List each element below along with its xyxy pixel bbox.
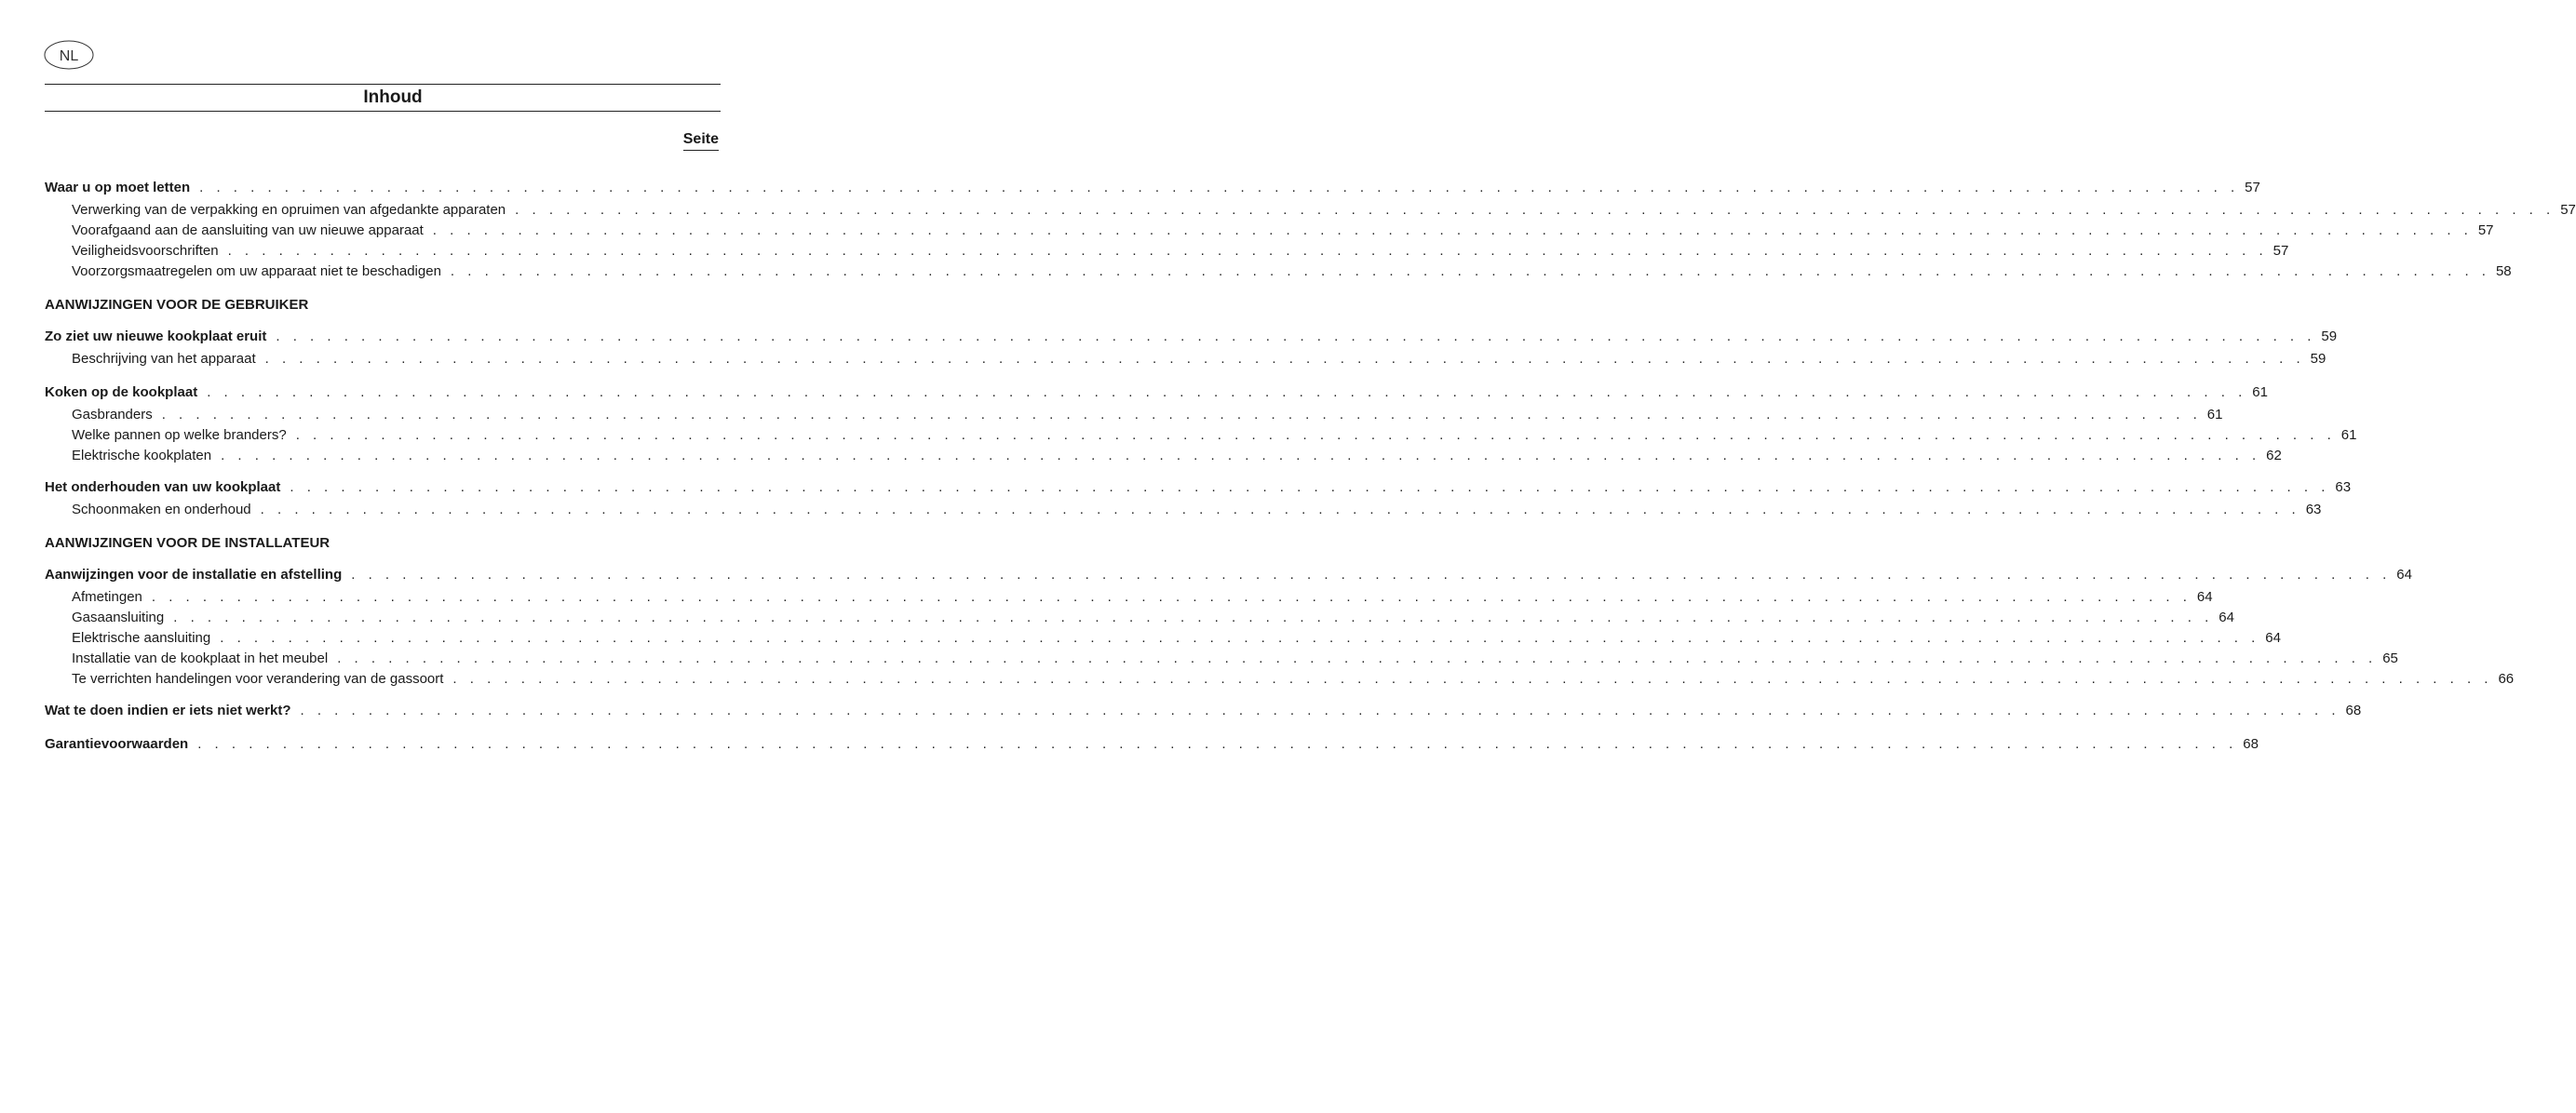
toc-entry-page-number: 65 [2382, 650, 2398, 666]
toc-entry-sub[interactable] [45, 426, 2357, 445]
toc-entry-page-number: 57 [2560, 202, 2576, 218]
toc-entry-label: Het onderhouden van uw kookplaat [45, 479, 281, 495]
toc-entry-label: Verwerking van de verpakking en opruimen van afgedankte apparaten [72, 202, 506, 218]
toc-entry-page-number: 59 [2310, 351, 2326, 367]
dot-leader: . . . . . . . . . . . . . . . . . . . . . . . . . . . . . . . . . . . . . . . . . . . . . . . . . . . . . . . . . . . . . . . . . . . . . . . . . . . . . . . . . . . . . . . . . . . . . . . . . . . . . . . . . . . . . . . . . . . . . . . . [290, 479, 2330, 495]
toc-entry-sub[interactable] [45, 501, 2322, 519]
toc-entry-sub[interactable] [45, 350, 2326, 369]
toc-entry-label: Installatie van de kookplaat in het meubel [72, 650, 329, 666]
dot-leader: . . . . . . . . . . . . . . . . . . . . . . . . . . . . . . . . . . . . . . . . . . . . . . . . . . . . . . . . . . . . . . . . . . . . . . . . . . . . . . . . . . . . . . . . . . . . . . . . . . . . . . . . . . . . . . . . . . . . . . . . [351, 567, 2392, 583]
dot-leader: . . . . . . . . . . . . . . . . . . . . . . . . . . . . . . . . . . . . . . . . . . . . . . . . . . . . . . . . . . . . . . . . . . . . . . . . . . . . . . . . . . . . . . . . . . . . . . . . . . . . . . . . . . . . . . . . . . . . . . . . [260, 502, 2300, 517]
toc-entry-sub[interactable] [45, 609, 2234, 627]
toc-entry-label: Waar u op moet letten [45, 180, 191, 195]
toc-entry-page-number: 64 [2219, 610, 2234, 625]
dot-leader: . . . . . . . . . . . . . . . . . . . . . . . . . . . . . . . . . . . . . . . . . . . . . . . . . . . . . . . . . . . . . . . . . . . . . . . . . . . . . . . . . . . . . . . . . . . . . . . . . . . . . . . . . . . . . . . . . . . . . . . . [515, 202, 2556, 218]
language-badge [41, 38, 101, 72]
toc-entry-page-number: 64 [2196, 589, 2213, 605]
dot-leader: . . . . . . . . . . . . . . . . . . . . . . . . . . . . . . . . . . . . . . . . . . . . . . . . . . . . . . . . . . . . . . . . . . . . . . . . . . . . . . . . . . . . . . . . . . . . . . . . . . . . . . . . . . . . . . . . . . . . . . . . [220, 630, 2260, 646]
toc-entry-page-number: 57 [2477, 222, 2494, 238]
toc-entry-label: Wat te doen indien er iets niet werkt? [45, 703, 291, 718]
toc-entry-main[interactable] [45, 566, 2412, 584]
toc-entry-label: Garantievoorwaarden [45, 736, 189, 752]
toc-entry-main[interactable] [45, 478, 2352, 497]
section-heading: AANWIJZINGEN VOOR DE INSTALLATEUR [45, 535, 330, 551]
toc-entry-label: Voorafgaand aan de aansluiting van uw nieuwe apparaat [72, 222, 424, 238]
toc-entry-label: Schoonmaken en onderhoud [72, 502, 251, 517]
toc-entry-main[interactable] [45, 735, 2259, 754]
dot-leader: . . . . . . . . . . . . . . . . . . . . . . . . . . . . . . . . . . . . . . . . . . . . . . . . . . . . . . . . . . . . . . . . . . . . . . . . . . . . . . . . . . . . . . . . . . . . . . . . . . . . . . . . . . . . . . . . . . . . . . . . [295, 427, 2336, 443]
toc-entry-page-number: 57 [2273, 243, 2289, 259]
toc-entry-page-number: 63 [2335, 479, 2352, 495]
dot-leader: . . . . . . . . . . . . . . . . . . . . . . . . . . . . . . . . . . . . . . . . . . . . . . . . . . . . . . . . . . . . . . . . . . . . . . . . . . . . . . . . . . . . . . . . . . . . . . . . . . . . . . . . . . . . . . . . . . . . . . . . [300, 703, 2340, 718]
toc-entry-sub[interactable] [45, 221, 2494, 240]
header-rule-bottom [45, 111, 721, 112]
toc-entry-page-number: 64 [2396, 567, 2412, 583]
toc-entry-sub[interactable] [45, 629, 2281, 648]
dot-leader: . . . . . . . . . . . . . . . . . . . . . . . . . . . . . . . . . . . . . . . . . . . . . . . . . . . . . . . . . . . . . . . . . . . . . . . . . . . . . . . . . . . . . . . . . . . . . . . . . . . . . . . . . . . . . . . . . . . . . . . . [207, 384, 2247, 400]
toc-entry-sub[interactable] [45, 447, 2282, 465]
toc-entry-sub[interactable] [45, 201, 2576, 220]
toc-entry-page-number: 58 [2495, 263, 2512, 279]
dot-leader: . . . . . . . . . . . . . . . . . . . . . . . . . . . . . . . . . . . . . . . . . . . . . . . . . . . . . . . . . . . . . . . . . . . . . . . . . . . . . . . . . . . . . . . . . . . . . . . . . . . . . . . . . . . . . . . . . . . . . . . . [450, 263, 2490, 279]
toc-entry-page-number: 62 [2266, 448, 2282, 463]
dot-leader: . . . . . . . . . . . . . . . . . . . . . . . . . . . . . . . . . . . . . . . . . . . . . . . . . . . . . . . . . . . . . . . . . . . . . . . . . . . . . . . . . . . . . . . . . . . . . . . . . . . . . . . . . . . . . . . . . . . . . . . . [199, 180, 2240, 195]
language-badge-label: NL [59, 48, 79, 64]
dot-leader: . . . . . . . . . . . . . . . . . . . . . . . . . . . . . . . . . . . . . . . . . . . . . . . . . . . . . . . . . . . . . . . . . . . . . . . . . . . . . . . . . . . . . . . . . . . . . . . . . . . . . . . . . . . . . . . . . . . . . . . . [197, 736, 2238, 752]
toc-entry-label: Koken op de kookplaat [45, 384, 198, 400]
toc-entry-page-number: 68 [2345, 703, 2362, 718]
dot-leader: . . . . . . . . . . . . . . . . . . . . . . . . . . . . . . . . . . . . . . . . . . . . . . . . . . . . . . . . . . . . . . . . . . . . . . . . . . . . . . . . . . . . . . . . . . . . . . . . . . . . . . . . . . . . . . . . . . . . . . . . [264, 351, 2305, 367]
toc-entry-page-number: 63 [2305, 502, 2322, 517]
toc-entry-page-number: 64 [2265, 630, 2281, 646]
toc-entry-label: Elektrische aansluiting [72, 630, 211, 646]
toc-entry-main[interactable] [45, 383, 2268, 402]
toc-entry-label: Afmetingen [72, 589, 142, 605]
toc-entry-label: Beschrijving van het apparaat [72, 351, 256, 367]
toc-entry-sub[interactable] [45, 588, 2213, 607]
toc-entry-label: Aanwijzingen voor de installatie en afstelling [45, 567, 343, 583]
toc-entry-label: Elektrische kookplaten [72, 448, 212, 463]
toc-entry-page-number: 61 [2252, 384, 2268, 400]
toc-entry-sub[interactable] [45, 262, 2512, 281]
dot-leader: . . . . . . . . . . . . . . . . . . . . . . . . . . . . . . . . . . . . . . . . . . . . . . . . . . . . . . . . . . . . . . . . . . . . . . . . . . . . . . . . . . . . . . . . . . . . . . . . . . . . . . . . . . . . . . . . . . . . . . . . [452, 671, 2493, 687]
dot-leader: . . . . . . . . . . . . . . . . . . . . . . . . . . . . . . . . . . . . . . . . . . . . . . . . . . . . . . . . . . . . . . . . . . . . . . . . . . . . . . . . . . . . . . . . . . . . . . . . . . . . . . . . . . . . . . . . . . . . . . . . [173, 610, 2214, 625]
toc-entry-sub[interactable] [45, 242, 2289, 261]
section-heading: AANWIJZINGEN VOOR DE GEBRUIKER [45, 297, 309, 313]
dot-leader: . . . . . . . . . . . . . . . . . . . . . . . . . . . . . . . . . . . . . . . . . . . . . . . . . . . . . . . . . . . . . . . . . . . . . . . . . . . . . . . . . . . . . . . . . . . . . . . . . . . . . . . . . . . . . . . . . . . . . . . . [276, 329, 2316, 344]
dot-leader: . . . . . . . . . . . . . . . . . . . . . . . . . . . . . . . . . . . . . . . . . . . . . . . . . . . . . . . . . . . . . . . . . . . . . . . . . . . . . . . . . . . . . . . . . . . . . . . . . . . . . . . . . . . . . . . . . . . . . . . . [432, 222, 2473, 238]
toc-entry-label: Veiligheidsvoorschriften [72, 243, 219, 259]
toc-entry-label: Gasbranders [72, 407, 153, 422]
toc-entry-page-number: 66 [2498, 671, 2515, 687]
dot-leader: . . . . . . . . . . . . . . . . . . . . . . . . . . . . . . . . . . . . . . . . . . . . . . . . . . . . . . . . . . . . . . . . . . . . . . . . . . . . . . . . . . . . . . . . . . . . . . . . . . . . . . . . . . . . . . . . . . . . . . . . [151, 589, 2192, 605]
toc-entry-main[interactable] [45, 702, 2362, 720]
toc-entry-sub[interactable] [45, 650, 2398, 668]
toc-entry-page-number: 57 [2245, 180, 2260, 195]
toc-entry-label: Welke pannen op welke branders? [72, 427, 287, 443]
toc-entry-page-number: 59 [2321, 329, 2338, 344]
toc-entry-label: Gasaansluiting [72, 610, 165, 625]
toc-entry-main[interactable] [45, 328, 2338, 346]
toc-entry-label: Te verrichten handelingen voor verandering van de gassoort [72, 671, 444, 687]
toc-entry-sub[interactable] [45, 406, 2223, 424]
toc-entry-page-number: 61 [2340, 427, 2357, 443]
page-column-label: Seite [683, 130, 719, 151]
toc-entry-main[interactable] [45, 179, 2260, 197]
toc-entry-sub[interactable] [45, 670, 2515, 689]
language-badge-outline [41, 38, 101, 72]
toc-entry-page-number: 68 [2243, 736, 2259, 752]
dot-leader: . . . . . . . . . . . . . . . . . . . . . . . . . . . . . . . . . . . . . . . . . . . . . . . . . . . . . . . . . . . . . . . . . . . . . . . . . . . . . . . . . . . . . . . . . . . . . . . . . . . . . . . . . . . . . . . . . . . . . . . . [337, 650, 2378, 666]
toc-entry-page-number: 61 [2206, 407, 2223, 422]
dot-leader: . . . . . . . . . . . . . . . . . . . . . . . . . . . . . . . . . . . . . . . . . . . . . . . . . . . . . . . . . . . . . . . . . . . . . . . . . . . . . . . . . . . . . . . . . . . . . . . . . . . . . . . . . . . . . . . . . . . . . . . . [221, 448, 2261, 463]
header-rule-top [45, 84, 721, 85]
dot-leader: . . . . . . . . . . . . . . . . . . . . . . . . . . . . . . . . . . . . . . . . . . . . . . . . . . . . . . . . . . . . . . . . . . . . . . . . . . . . . . . . . . . . . . . . . . . . . . . . . . . . . . . . . . . . . . . . . . . . . . . . [161, 407, 2202, 422]
toc-entry-label: Voorzorgsmaatregelen om uw apparaat niet te beschadigen [72, 263, 441, 279]
dot-leader: . . . . . . . . . . . . . . . . . . . . . . . . . . . . . . . . . . . . . . . . . . . . . . . . . . . . . . . . . . . . . . . . . . . . . . . . . . . . . . . . . . . . . . . . . . . . . . . . . . . . . . . . . . . . . . . . . . . . . . . . [227, 243, 2268, 259]
page-title: Inhoud [363, 87, 423, 107]
toc-entry-label: Zo ziet uw nieuwe kookplaat eruit [45, 329, 267, 344]
